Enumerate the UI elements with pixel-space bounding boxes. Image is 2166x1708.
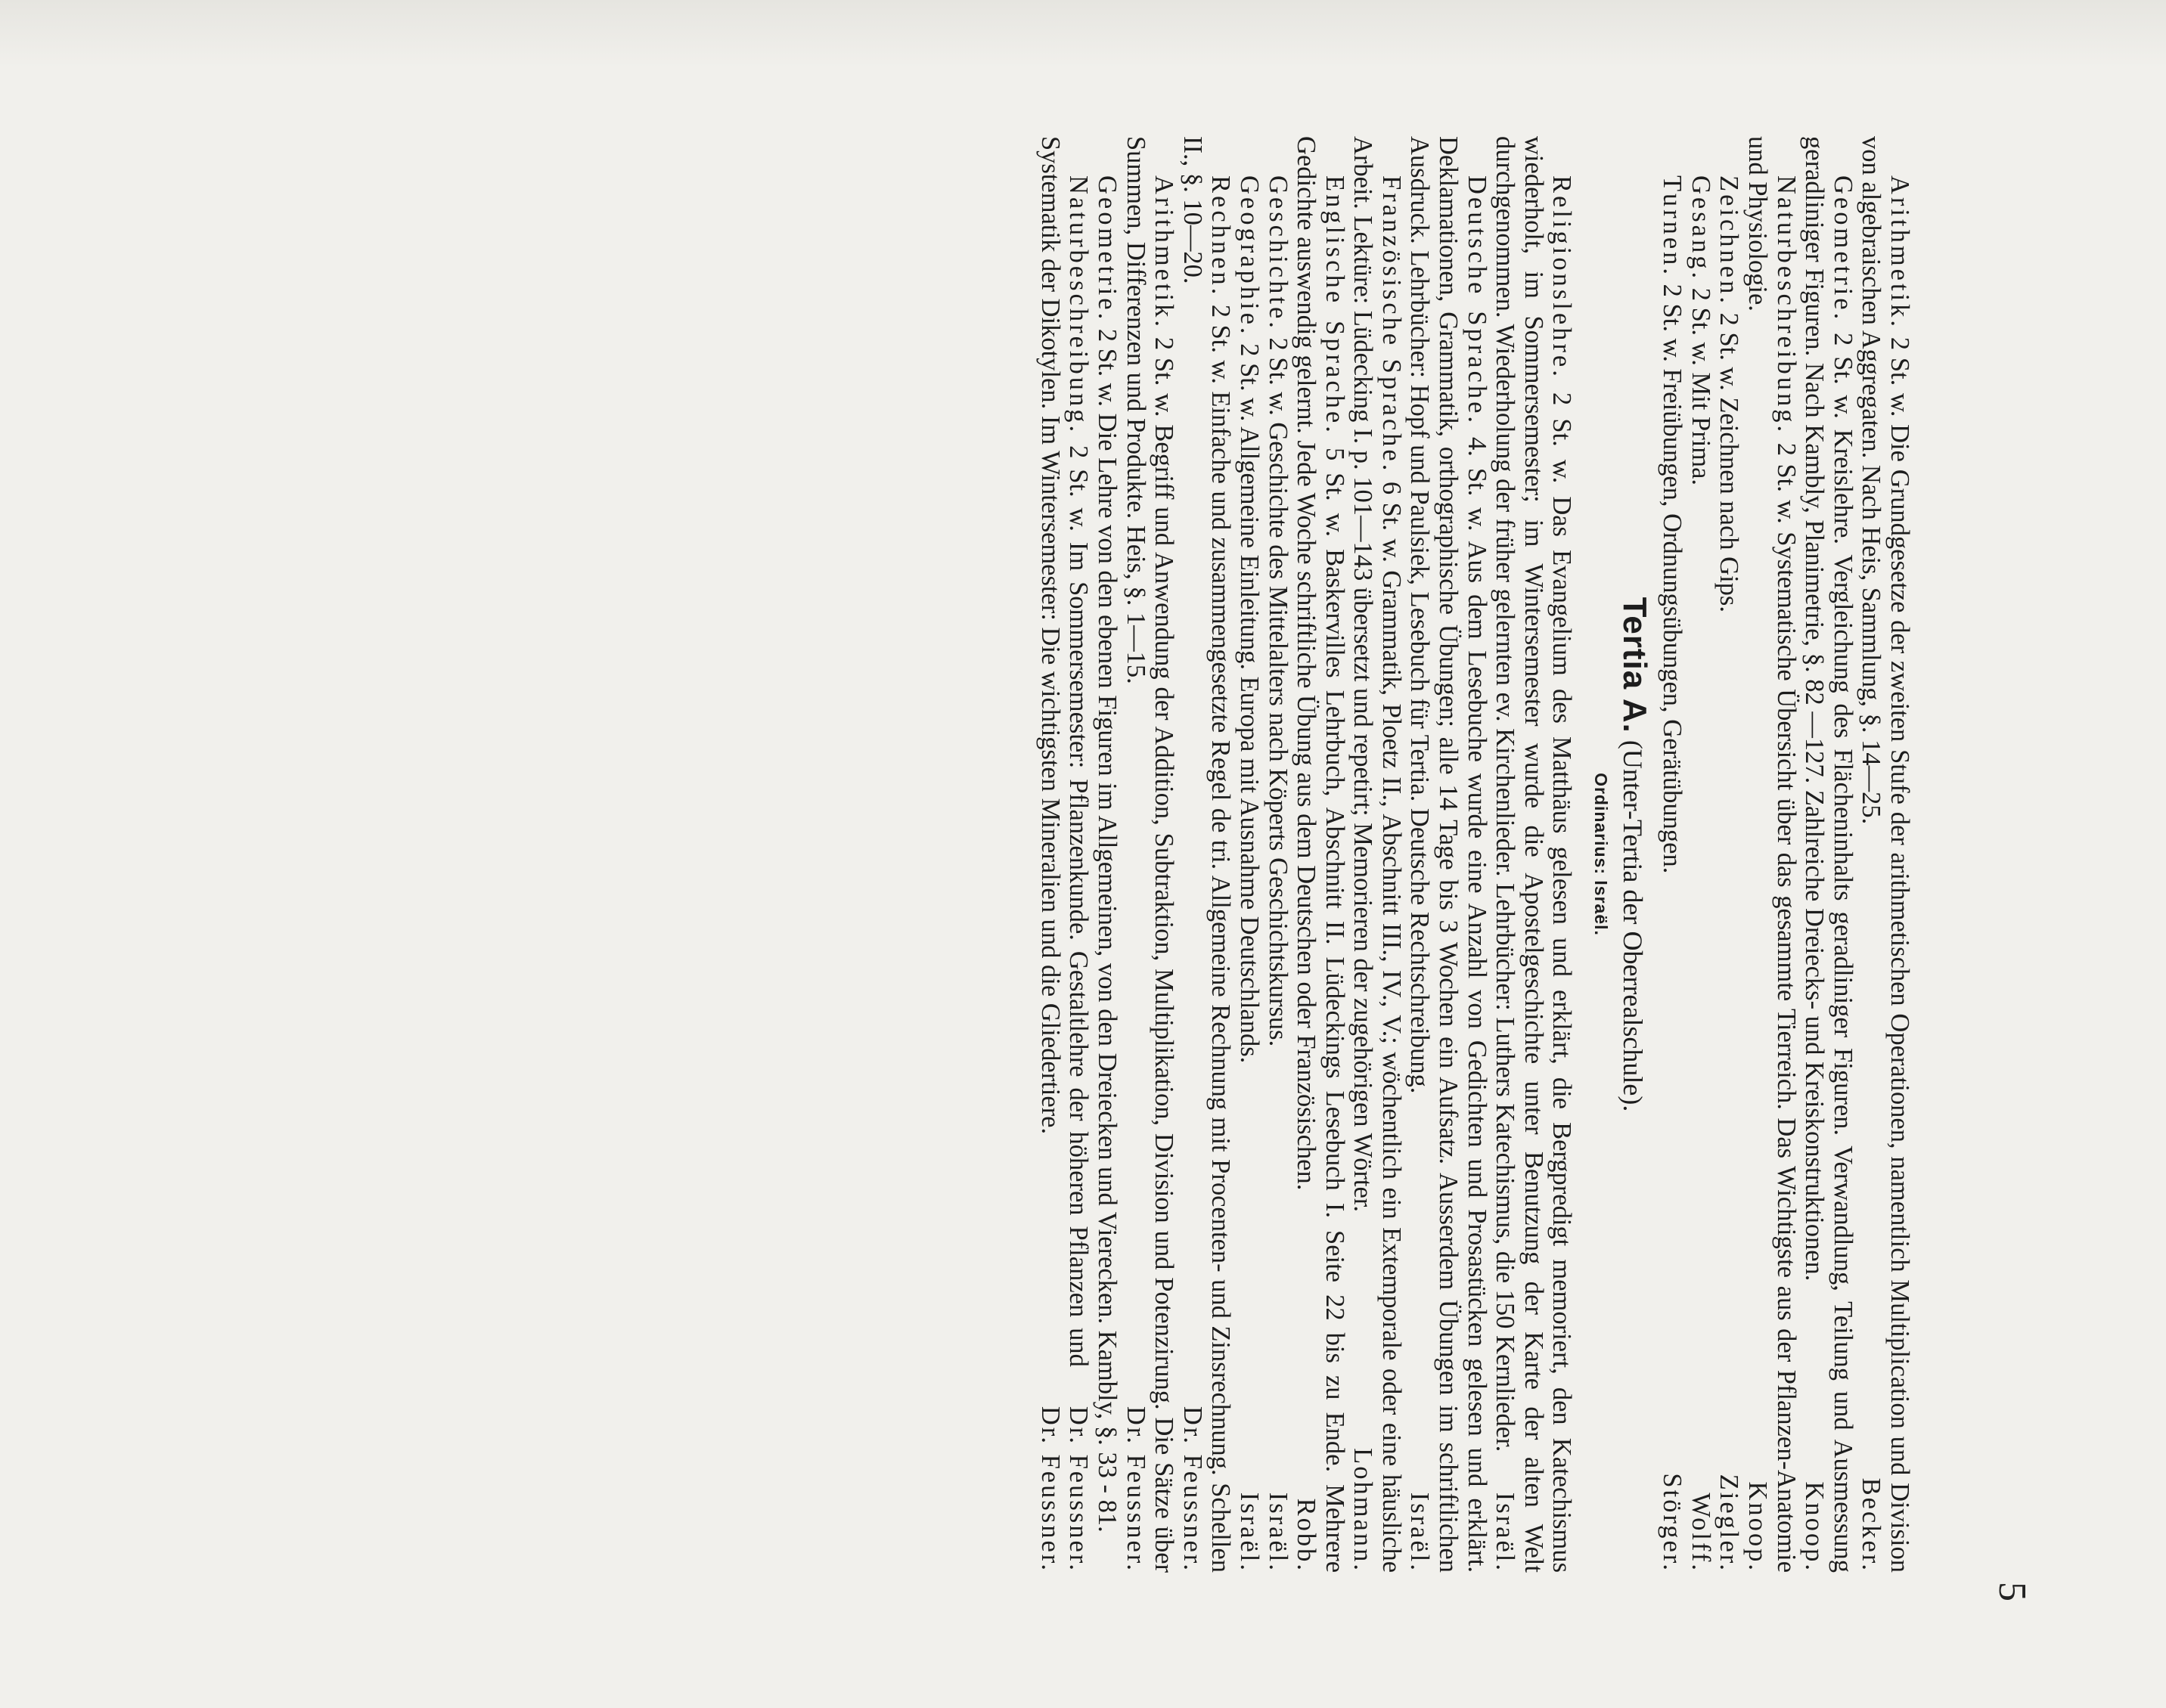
- teacher-name: Lohmann.: [1348, 1448, 1378, 1573]
- paragraph-zeichnen: [1714, 136, 1743, 1573]
- teacher-name: Becker.: [1857, 1477, 1886, 1573]
- subject-label: Geometrie.: [1092, 175, 1122, 323]
- paragraph-text: 2 St. w. Im Sommersemester: Pflanzenkunde. Gestaltlehre der höheren Pflanzen und Systematik der Dikotylen. Im Wintersemester: Die wichtigsten Mineralien und die Gliedertiere.: [1035, 136, 1094, 1367]
- teacher-name: Israël.: [1491, 1492, 1520, 1573]
- paragraph-text: 2 St. w. Freiübungen, Ordnungsübungen, Gerätübungen.: [1658, 284, 1687, 874]
- teacher-name: Israël.: [1405, 1492, 1435, 1573]
- paragraph-naturbeschreibung-lower: [1035, 136, 1092, 1573]
- paragraph-text: 2 St. w. Begriff und Anwendung der Addition, Subtraktion, Multiplikation, Division und Potenzirung. Die Sätze über Summen, Differenzen und Produkte. Heis, §. 1—15.: [1121, 136, 1179, 1573]
- paragraph-turnen: [1658, 136, 1687, 1573]
- subject-label: Geometrie.: [1828, 175, 1857, 323]
- section-title: Tertia A.: [1615, 597, 1653, 733]
- subject-label: Religionslehre.: [1547, 175, 1577, 380]
- ordinarius-line: Ordinarius: Israël.: [1591, 773, 1612, 936]
- paragraph-text: 2 St. w. Mit Prima.: [1686, 287, 1715, 486]
- paragraph-deutsche-sprache: [1405, 136, 1491, 1573]
- subject-label: Rechnen.: [1206, 175, 1236, 298]
- paragraph-arithmetik-upper: [1857, 136, 1913, 1573]
- paragraph-text: 2 St. w. Systematische Übersicht über das gesammte Tierreich. Das Wichtigste aus der Pflanzen-Anatomie und Physiologie.: [1743, 136, 1801, 1573]
- teacher-name: Ziegler.: [1714, 1474, 1744, 1573]
- teacher-name: Wolff.: [1686, 1493, 1715, 1573]
- paragraph-text: 2 St. w. Kreislehre. Vergleichung des Flächeninhalts geradliniger Figuren. Verwandlung, Teilung und Ausmessung geradliniger Figuren. Nach Kambly, Planimetrie, §. 82 —127. Zahlreiche Dreiecks- und Kreiskonstruktionen.: [1800, 136, 1857, 1573]
- paragraph-text: 2 St. w. Die Grundgesetze der zweiten Stufe der arithmetischen Operationen, namentlich Multiplication und Division von algebraischen Aggregaten. Nach Heis, Sammlung, §. 14—25.: [1857, 136, 1914, 1573]
- page-number: 5: [1991, 1582, 2034, 1601]
- paragraph-gesang: [1686, 136, 1714, 1573]
- section-heading: [1615, 136, 1653, 1573]
- paragraph-geometrie-upper: [1800, 136, 1857, 1573]
- paragraph-geschichte: [1263, 136, 1292, 1573]
- subject-label: Englische Sprache.: [1320, 175, 1349, 436]
- paragraph-text: 2 St. w. Geschichte des Mittelalters nach Köperts Geschichtskursus.: [1263, 337, 1292, 1047]
- rotated-page-text: [250, 136, 1913, 1573]
- subject-label: Turnen.: [1658, 175, 1687, 278]
- paragraph-text: 6 St. w. Grammatik, Ploetz II., Abschnitt III., IV., V.; wöchentlich ein Extemporale oder eine häusliche Arbeit. Lektüre: Lüdecking I. p. 101—143 übersetzt und repetirt; Memorieren der zugehörigen Wörter.: [1348, 136, 1406, 1573]
- teacher-name: Israël.: [1263, 1492, 1292, 1573]
- subject-label: Französische Sprache.: [1376, 175, 1406, 474]
- teacher-name: Knoop.: [1800, 1481, 1829, 1573]
- subject-label: Arithmetik.: [1150, 175, 1179, 330]
- subject-label: Geschichte.: [1263, 175, 1292, 331]
- teacher-name: Dr. Feussner.: [1035, 1406, 1065, 1573]
- subject-label: Geographie.: [1234, 175, 1264, 337]
- paragraph-text: 4. St. w. Aus dem Lesebuche wurde eine Anzahl von Gedichten und Prosastücken gelesen und erklärt. Deklamationen, Grammatik, orthographische Übungen; alle 14 Tage bis 3 Wochen ein Aufsatz. Ausserdem Übungen im schriftlichen Ausdruck. Lehrbücher: Hopf und Paulsiek, Lesebuch für Tertia. Deutsche Rechtschreibung.: [1405, 136, 1491, 1573]
- paragraph-text: 2 St. w. Zeichnen nach Gips.: [1714, 312, 1744, 612]
- paragraph-text: 5 St. w. Baskervilles Lehrbuch, Abschnitt II. Lüdeckings Lesebuch I. Seite 22 bis zu Ende. Mehrere Gedichte auswendig gelernt. Jede Woche schriftliche Übung aus dem Deutschen oder Französischen.: [1292, 136, 1349, 1573]
- teacher-name: Robb.: [1292, 1498, 1321, 1573]
- paragraph-text: 2 St. w. Die Lehre von den ebenen Figuren im Allgemeinen, von den Dreiecken und Vierecken. Kambly, §. 33 - 81.: [1092, 328, 1122, 1533]
- subject-label: Naturbeschreibung.: [1064, 175, 1094, 436]
- paragraph-text: 2 St. w. Einfache und zusammengesetzte Regel de tri. Allgemeine Rechnung mit Procenten- und Zinsrechnung. Schellen II., §. 10—20.: [1178, 136, 1236, 1573]
- teacher-name: Dr. Feussner.: [1121, 1406, 1150, 1573]
- subject-label: Deutsche Sprache.: [1462, 175, 1491, 426]
- paragraph-religionslehre: [1491, 136, 1576, 1573]
- paragraph-text: 2 St. w. Allgemeine Einleitung. Europa mit Ausnahme Deutschlands.: [1234, 343, 1264, 1064]
- subject-label: Naturbeschreibung.: [1771, 175, 1801, 436]
- paragraph-text: 2 St. w. Das Evangelium des Matthäus gelesen und erklärt, die Bergpredigt memoriert, den Katechismus wiederholt, im Sommersemester; im Wintersemester wurde die Apostelgeschichte unter Benutzung der Karte der alten Welt durchgenommen. Wiederholung der früher gelernten ev. Kirchenlieder. Lehrbücher: Luthers Katechismus, die 150 Kernlieder.: [1491, 136, 1577, 1573]
- subject-label: Zeichnen.: [1714, 175, 1744, 306]
- paragraph-englische-sprache: [1292, 136, 1348, 1573]
- paragraph-rechnen: [1178, 136, 1234, 1573]
- teacher-name: Israël.: [1234, 1492, 1264, 1573]
- paragraph-arithmetik-lower: [1121, 136, 1178, 1573]
- section-subtitle: (Unter-Tertia der Oberrealschule).: [1617, 739, 1648, 1112]
- teacher-name: Dr. Feussner.: [1064, 1406, 1094, 1573]
- subject-label: Gesang.: [1686, 175, 1715, 282]
- paragraph-franzoesische-sprache: [1348, 136, 1405, 1573]
- teacher-name: Knoop.: [1743, 1481, 1773, 1573]
- subject-label: Arithmetik.: [1885, 175, 1914, 330]
- teacher-name: Dr. Feussner.: [1178, 1406, 1207, 1573]
- paragraph-naturbeschreibung-upper: [1742, 136, 1799, 1573]
- teacher-name: Störger.: [1658, 1473, 1687, 1573]
- paragraph-geographie: [1234, 136, 1263, 1573]
- page-edge-shadow: [0, 0, 2166, 68]
